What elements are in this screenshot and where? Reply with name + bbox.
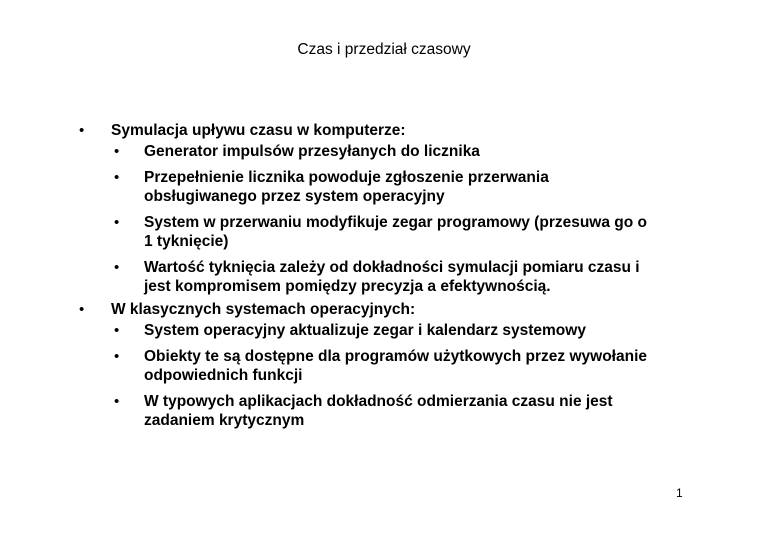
list-item xyxy=(0,392,768,430)
list-item-text: Przepełnienie licznika powoduje zgłoszenie przerwania obsługiwanego przez system operacyjny xyxy=(144,169,549,205)
section-heading: Symulacja upływu czasu w komputerze: xyxy=(111,122,406,139)
list-item xyxy=(0,258,768,296)
list-item-text: W typowych aplikacjach dokładność odmierzania czasu nie jest zadaniem krytycznym xyxy=(144,393,613,429)
list-item xyxy=(0,347,768,385)
slide-title: Czas i przedział czasowy xyxy=(297,41,471,58)
list-item xyxy=(0,168,768,206)
list-item-text: Wartość tyknięcia zależy od dokładności symulacji pomiaru czasu i jest kompromisem pomiędzy precyzja a efektywnością. xyxy=(144,259,640,295)
bullet-icon: • xyxy=(114,169,120,186)
list-item xyxy=(0,142,768,161)
list-item-text: Generator impulsów przesyłanych do licznika xyxy=(144,143,480,160)
list-item-text: System operacyjny aktualizuje zegar i kalendarz systemowy xyxy=(144,322,586,339)
bullet-icon: • xyxy=(79,122,85,139)
list-item-text: System w przerwaniu modyfikuje zegar programowy (przesuwa go o 1 tyknięcie) xyxy=(144,214,648,250)
sub-list xyxy=(0,142,768,303)
bullet-icon: • xyxy=(114,259,120,276)
bullet-icon: • xyxy=(114,214,120,231)
bullet-icon: • xyxy=(114,348,120,365)
page-number: 1 xyxy=(676,486,683,500)
list-item xyxy=(0,321,768,340)
sub-list xyxy=(0,321,768,437)
list-item-text: Obiekty te są dostępne dla programów użytkowych przez wywołanie odpowiednich funkcji xyxy=(144,348,648,384)
section-heading: W klasycznych systemach operacyjnych: xyxy=(111,301,416,318)
bullet-icon: • xyxy=(79,301,85,318)
list-item xyxy=(0,213,768,251)
bullet-icon: • xyxy=(114,322,120,339)
bullet-icon: • xyxy=(114,143,120,160)
bullet-icon: • xyxy=(114,393,120,410)
